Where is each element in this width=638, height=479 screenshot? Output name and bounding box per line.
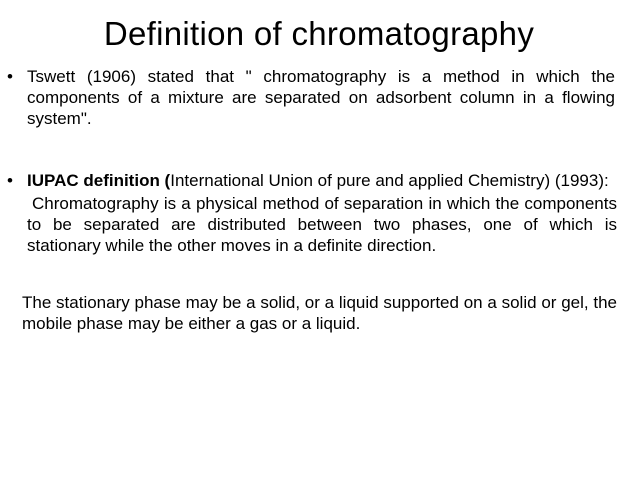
bullet-icon: • bbox=[7, 171, 13, 190]
iupac-heading-text: International Union of pure and applied Chemistry) (1993): bbox=[170, 171, 609, 190]
bullet-tswett bbox=[7, 66, 615, 129]
tswett-definition-text: Tswett (1906) stated that " chromatography is a method in which the components of a mixture are separated on adsorbent column in a flowing system". bbox=[27, 67, 615, 128]
iupac-definition-text bbox=[27, 193, 617, 256]
slide-body bbox=[0, 66, 638, 334]
iupac-heading bbox=[27, 170, 615, 191]
iupac-definition-block bbox=[27, 193, 617, 256]
iupac-definition-body: Chromatography is a physical method of separation in which the components to be separated are distributed between two phases, one of which is stationary while the other moves in a definite direction. bbox=[27, 194, 617, 255]
stationary-phase-text: The stationary phase may be a solid, or a liquid supported on a solid or gel, the mobile phase may be either a gas or a liquid. bbox=[22, 293, 617, 333]
bullet-iupac bbox=[7, 170, 615, 191]
iupac-label: IUPAC definition ( bbox=[27, 171, 171, 190]
slide-title: Definition of chromatography bbox=[103, 15, 535, 52]
stationary-phase-note bbox=[22, 292, 617, 334]
bullet-icon: • bbox=[7, 67, 13, 86]
